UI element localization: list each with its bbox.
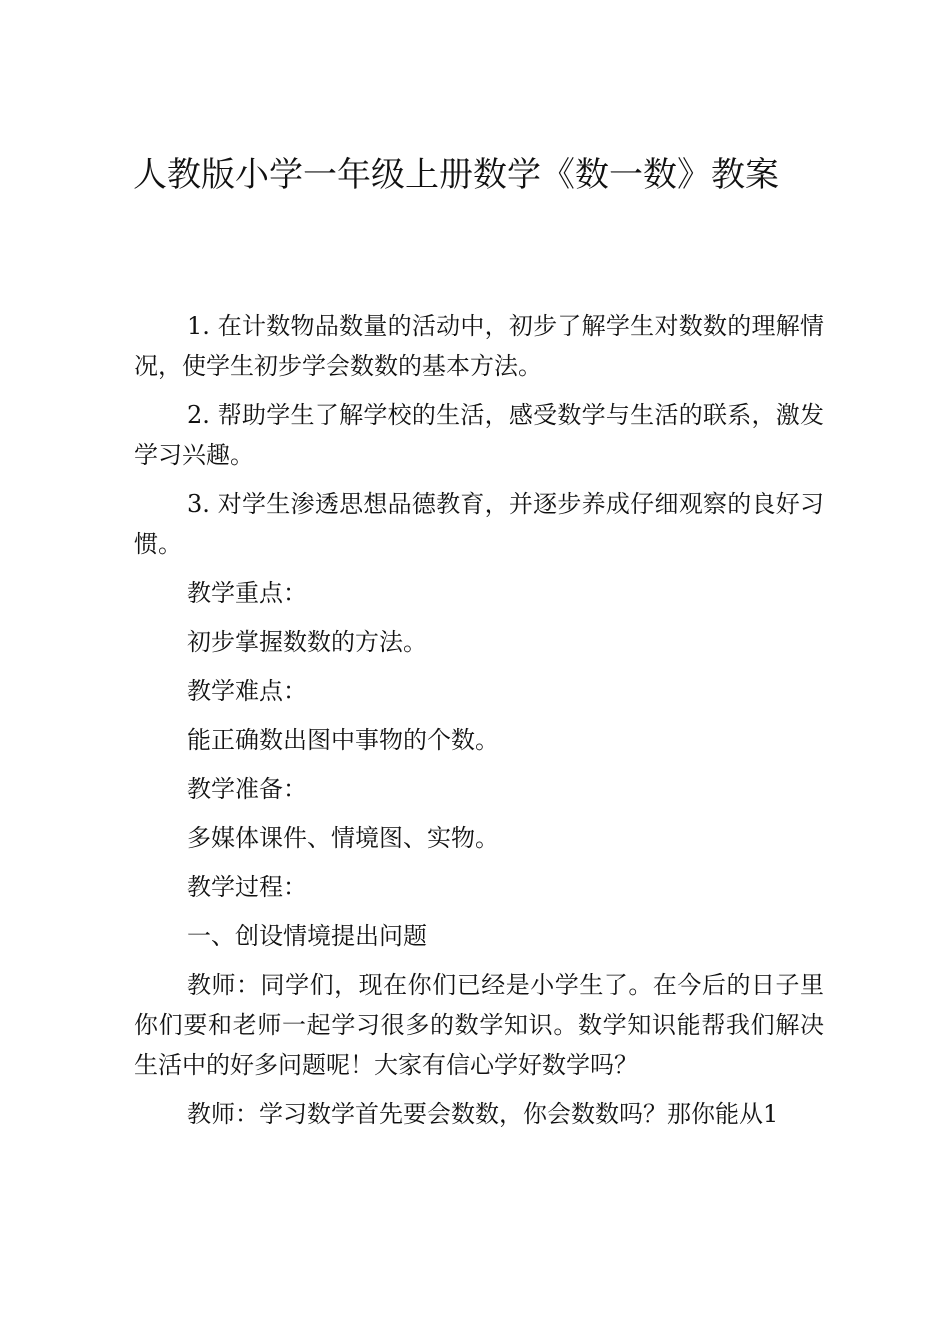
section-1-heading: 一、创设情境提出问题 xyxy=(187,922,427,950)
teacher-speech-2: 教师：学习数学首先要会数数，你会数数吗？那你能从1 xyxy=(187,1100,779,1128)
teaching-focus-heading: 教学重点： xyxy=(187,579,307,607)
teaching-difficulty-text: 能正确数出图中事物的个数。 xyxy=(187,726,499,754)
teaching-preparation-text: 多媒体课件、情境图、实物。 xyxy=(187,824,499,852)
document-title: 人教版小学一年级上册数学《数一数》教案 xyxy=(133,155,779,195)
teacher-speech-1: 教师：同学们，现在你们已经是小学生了。在今后的日子里你们要和老师一起学习很多的数学知识。数学知识能帮我们解决生活中的好多问题呢！大家有信心学好数学吗？ xyxy=(134,971,824,1079)
teaching-process-heading: 教学过程： xyxy=(187,873,307,901)
teaching-preparation-heading: 教学准备： xyxy=(187,775,307,803)
objective-2: 2. 帮助学生了解学校的生活，感受数学与生活的联系，激发学习兴趣。 xyxy=(134,401,824,469)
teaching-difficulty-heading: 教学难点： xyxy=(187,677,307,705)
document-body xyxy=(134,306,824,1143)
teaching-focus-text: 初步掌握数数的方法。 xyxy=(187,628,427,656)
objective-1: 1. 在计数物品数量的活动中，初步了解学生对数数的理解情况，使学生初步学会数数的基本方法。 xyxy=(134,312,824,380)
objective-3: 3. 对学生渗透思想品德教育，并逐步养成仔细观察的良好习惯。 xyxy=(134,490,824,558)
